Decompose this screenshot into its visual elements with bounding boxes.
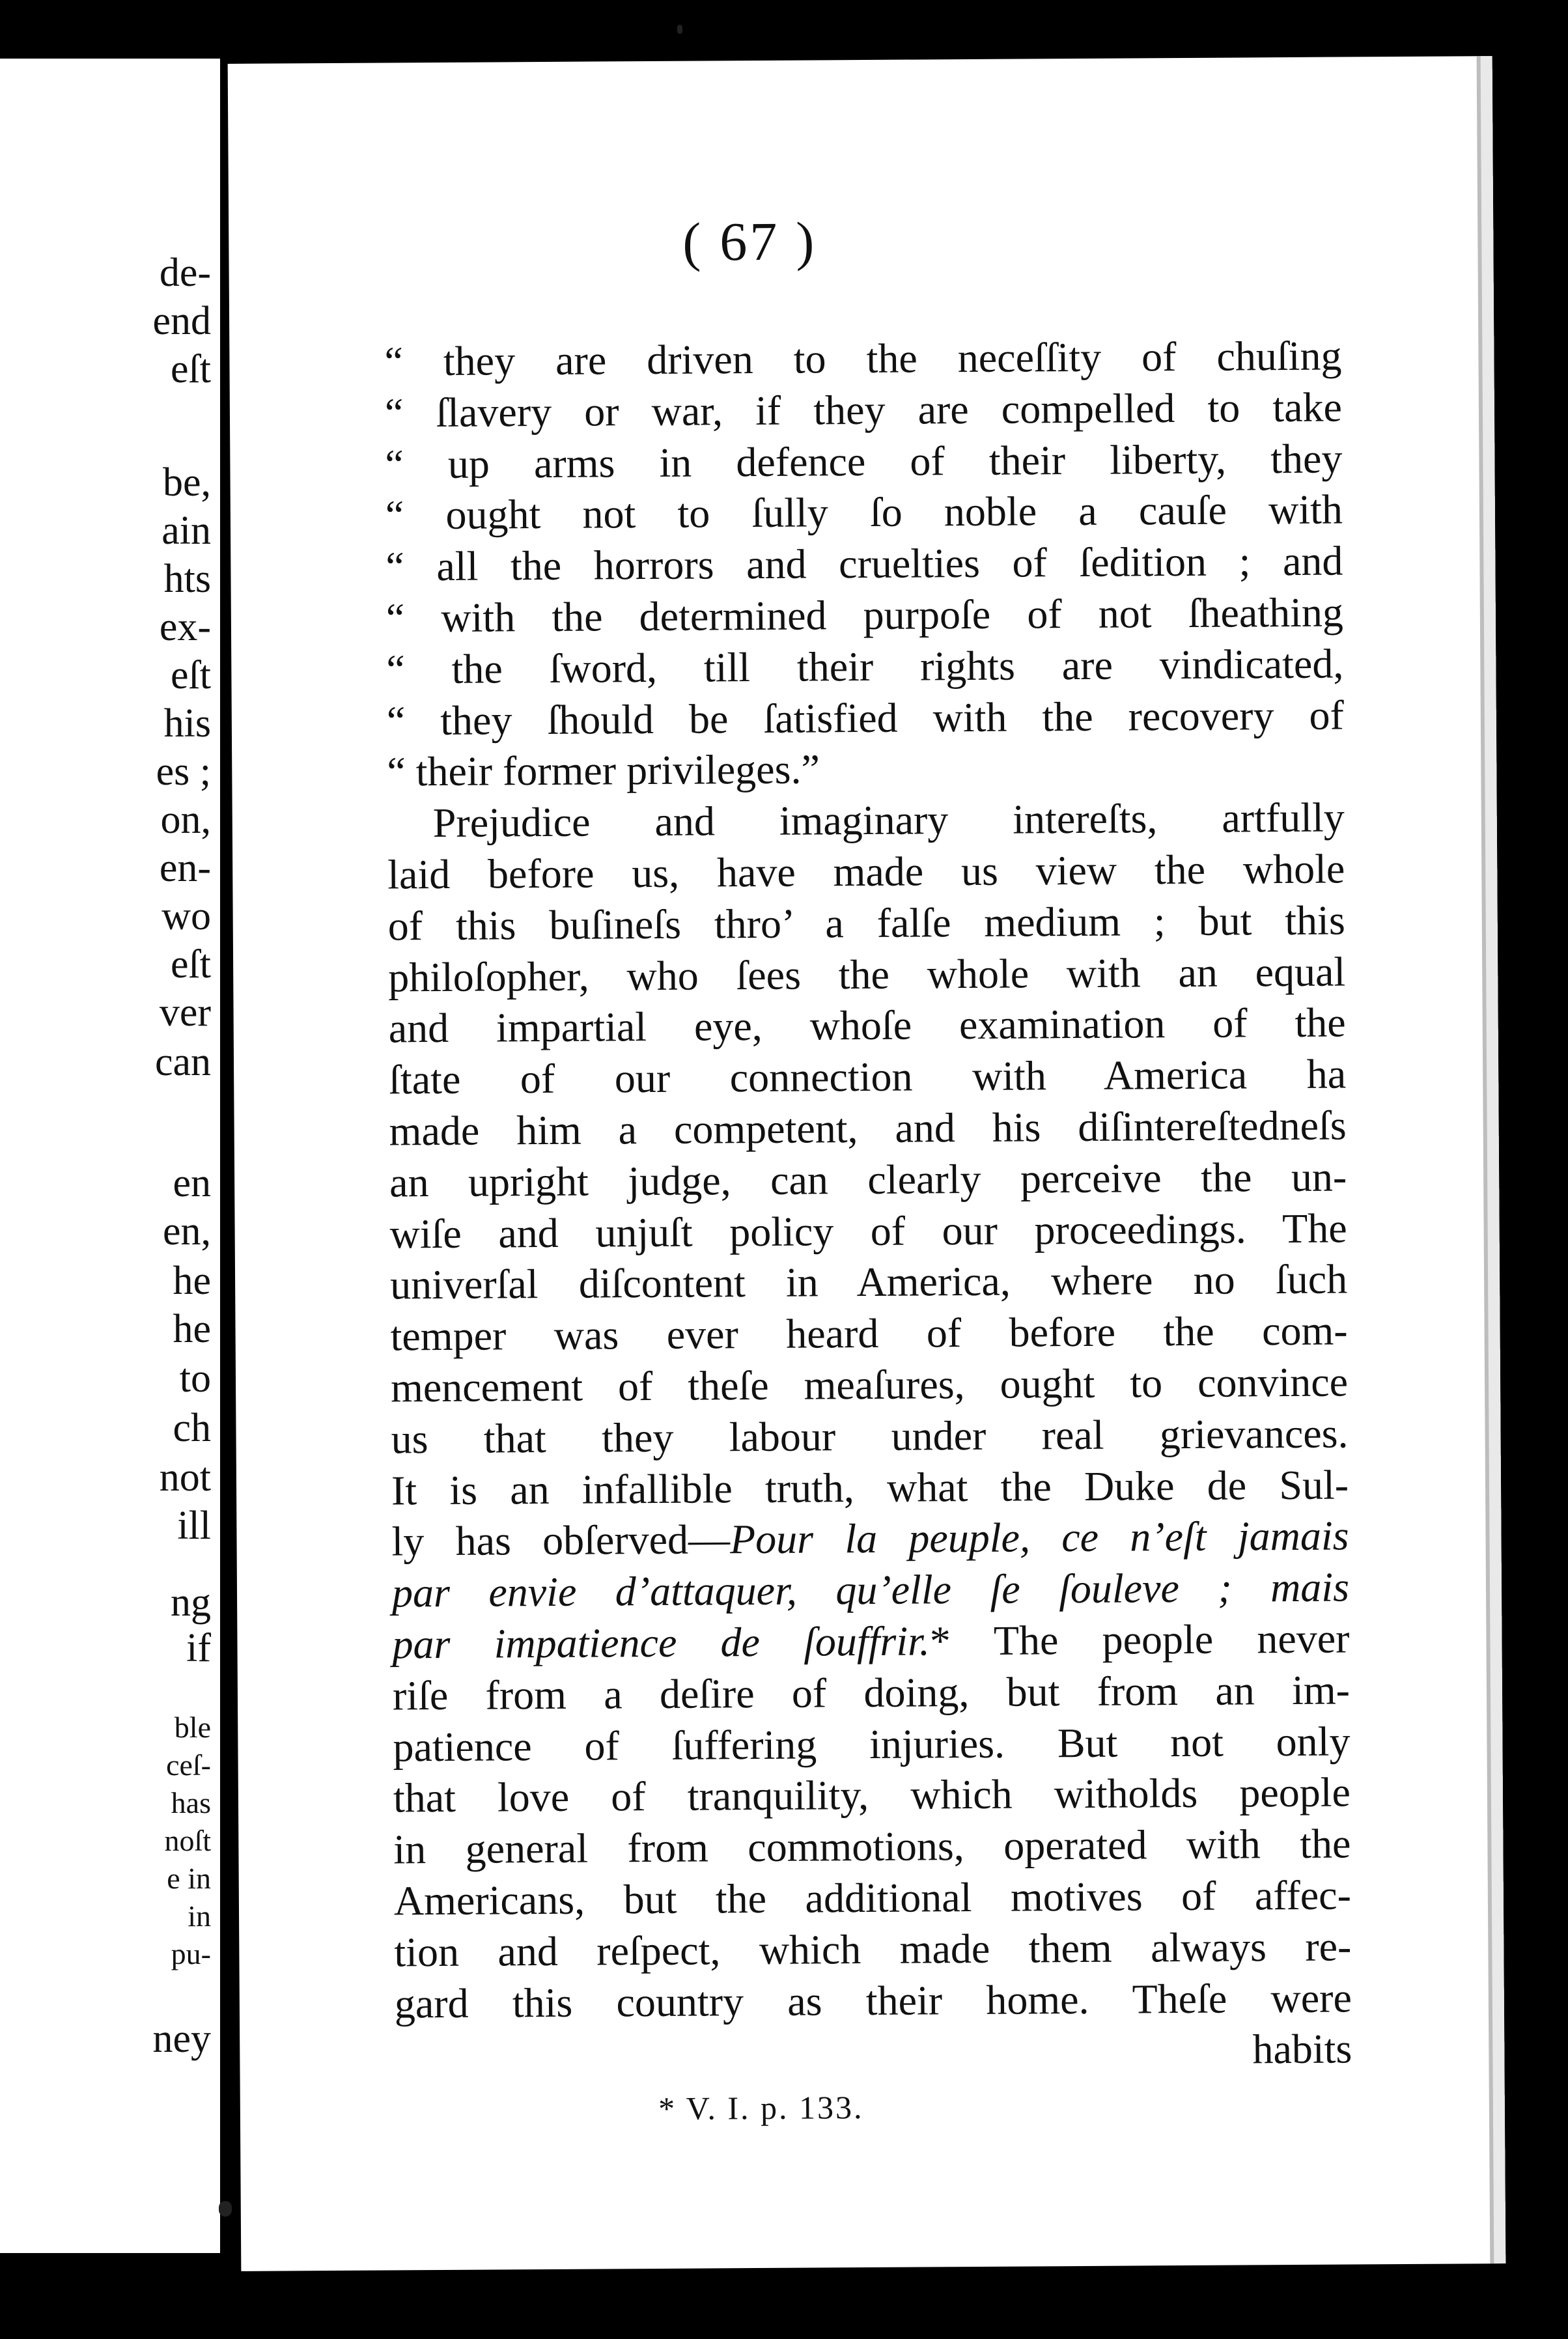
text-line: “ with the determined purpoſe of not ſheathing: [385, 589, 1344, 641]
italic-quote: par impatience de ſouffrir.: [392, 1618, 931, 1668]
text-line: that love of tranquility, which witholds people: [393, 1769, 1351, 1821]
italic-quote-line: par envie d’attaquer, qu’elle ſe ſouleve ; mais: [391, 1563, 1350, 1616]
left-fragment: de-: [159, 251, 211, 295]
left-fragment: pu-: [171, 1937, 211, 1970]
left-fragment: if: [186, 1626, 211, 1670]
left-fragment: ney: [152, 2017, 211, 2061]
left-fragment: he: [173, 1307, 211, 1351]
page-number: ( 67 ): [682, 211, 817, 273]
left-fragment: be,: [162, 460, 211, 505]
left-fragment: his: [163, 701, 211, 746]
text-line: temper was ever heard of before the com-: [390, 1307, 1348, 1360]
text-line: tion and reſpect, which made them always re-: [394, 1923, 1352, 1976]
left-fragment: ble: [174, 1711, 211, 1744]
text-line: “ ought not to ſully ſo noble a cauſe with: [385, 486, 1343, 539]
text-line: It is an infallible truth, what the Duke de Sul-: [391, 1461, 1349, 1513]
text-segment: ly has obſerved—: [391, 1516, 731, 1565]
left-fragment: e in: [167, 1862, 211, 1895]
scan-speck: [677, 25, 682, 34]
text-line: “ all the horrors and cruelties of ſedition ; and: [385, 537, 1343, 590]
text-line: “ they ſhould be ſatisfied with the recovery of: [386, 692, 1345, 744]
left-page-text-fragments: [0, 59, 220, 2253]
text-line: ſtate of our connection with America ha: [388, 1050, 1347, 1103]
text-line: mencement of theſe meaſures, ought to convince: [390, 1358, 1349, 1411]
main-page: [228, 56, 1506, 2271]
text-line: us that they labour under real grievances.: [391, 1410, 1349, 1463]
left-fragment: eſt: [171, 347, 211, 391]
left-fragment: ver: [159, 990, 211, 1035]
left-fragment: ceſ-: [166, 1748, 211, 1782]
left-fragment: hts: [163, 557, 211, 601]
text-line: of this buſineſs thro’ a falſe medium ; but this: [387, 897, 1345, 949]
text-line: “ they are driven to the neceſſity of chuſing: [384, 332, 1342, 385]
text-line: “ up arms in defence of their liberty, they: [385, 435, 1343, 488]
text-line-with-quote: [392, 1613, 1349, 1670]
left-fragment: eſt: [171, 942, 211, 987]
text-line: laid before us, have made us view the whole: [387, 845, 1345, 898]
footnote: * V. I. p. 133.: [658, 2089, 864, 2127]
text-line: gard this country as their home. Theſe were: [394, 1974, 1352, 2026]
scan-speck: [219, 2201, 232, 2217]
text-line: Americans, but the additional motives of affec-: [393, 1871, 1352, 1924]
text-line: made him a competent, and his diſintereſtedneſs: [389, 1102, 1347, 1155]
left-fragment: can: [154, 1040, 211, 1084]
text-line-with-quote: [391, 1511, 1349, 1568]
left-fragment: to: [179, 1356, 211, 1401]
left-fragment: wo: [161, 894, 211, 938]
left-fragment: ch: [173, 1406, 211, 1450]
text-line: Prejudice and imaginary intereſts, artfully: [432, 794, 1345, 847]
left-fragment: en-: [159, 846, 211, 890]
left-fragment: en: [173, 1161, 211, 1205]
left-fragment: he: [173, 1259, 211, 1303]
left-fragment: has: [171, 1786, 211, 1819]
left-fragment: on,: [160, 798, 211, 842]
text-line: univerſal diſcontent in America, where no ſuch: [389, 1255, 1348, 1308]
left-fragment: in: [188, 1899, 211, 1933]
left-fragment: noſt: [164, 1824, 211, 1857]
left-fragment: en,: [162, 1209, 211, 1254]
left-fragment: ng: [171, 1580, 211, 1625]
body-text: [384, 331, 1352, 2081]
text-line: wiſe and unjuſt policy of our proceedings. The: [389, 1205, 1347, 1257]
text-line: “ the ſword, till their rights are vindicated,: [386, 640, 1344, 693]
text-segment: * The people never: [929, 1615, 1350, 1664]
text-line: “ their former privileges.”: [387, 746, 820, 795]
left-fragment: not: [159, 1455, 211, 1500]
text-line: “ ſlavery or war, if they are compelled to take: [384, 384, 1343, 436]
text-line: an upright judge, can clearly perceive the un-: [389, 1153, 1347, 1206]
text-line: patience of ſuffering injuries. But not only: [393, 1717, 1351, 1770]
left-fragment: end: [152, 299, 211, 343]
left-facing-page: [0, 59, 220, 2253]
text-line: philoſopher, who ſees the whole with an equal: [388, 948, 1346, 1001]
left-fragment: es ;: [156, 749, 211, 794]
left-fragment: ain: [161, 509, 211, 553]
text-line: and impartial eye, whoſe examination of the: [388, 999, 1346, 1052]
left-fragment: ill: [177, 1504, 211, 1548]
catchword: habits: [1252, 2025, 1352, 2073]
left-fragment: eſt: [171, 653, 211, 697]
text-line: in general from commotions, operated with the: [393, 1820, 1351, 1873]
left-fragment: ex-: [159, 605, 211, 649]
text-line: riſe from a deſire of doing, but from an im-: [392, 1666, 1351, 1719]
italic-quote: Pour la peuple, ce n’eſt jamais: [729, 1512, 1349, 1563]
